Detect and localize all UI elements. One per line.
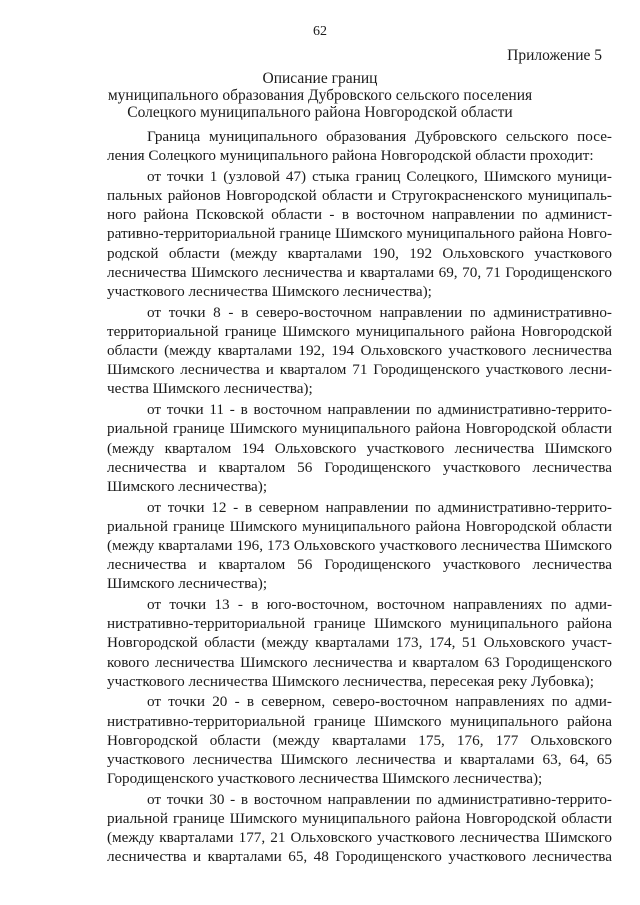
text-line: лесничества Шимского лесничества и кварталами 69, 70, 71 Городищенского [107,263,612,281]
text-line: Городищенского участкового лесничества Шимского лесничества); [107,770,543,788]
paragraph [107,595,612,691]
paragraph [107,790,612,867]
text-line: риальной границе Шимского муниципального района Новгородской области [107,420,612,438]
text-line: от точки 13 - в юго-восточном, восточном направлениях по адми- [147,596,612,613]
title-line: Описание границ [262,70,378,87]
text-line: (между кварталами 196, 173 Ольховского участкового лесничества Шимского [107,536,612,554]
text-line: пальных районов Новгородской области и Стругокрасненского муниципаль- [107,187,612,205]
text-line: нистративно-территориальной границе Шимского муниципального района [107,615,612,633]
text-line: лесничества и кварталом 56 Городищенского участкового лесничества [107,556,612,574]
text-line: Шимского лесничества); [107,575,268,593]
text-line: ления Солецкого муниципального района Новгородской области проходит: [107,147,594,165]
text-line: риальной границе Шимского муниципального района Новгородской области [107,810,612,828]
text-line: от точки 11 - в восточном направлении по административно-террито- [147,401,612,419]
page-number: 62 [313,24,327,39]
paragraph [107,303,612,399]
title-line: муниципального образования Дубровского сельского поселения [107,87,533,104]
text-line: ного района Псковской области - в восточном направлении по админист- [107,206,612,224]
paragraph [107,692,612,788]
text-line: Новгородской области (между кварталами 173, 174, 51 Ольховского участ- [107,634,612,652]
text-line: участкового лесничества Шимского лесничества и кварталами 63, 64, 65 [107,751,612,768]
paragraph [107,498,612,594]
text-line: лесничества и кварталами 65, 48 Городищенского участкового лесничества [107,848,612,866]
text-line: Новгородской области (между кварталами 175, 176, 177 Ольховского [107,731,612,749]
text-line: (между кварталами 177, 21 Ольховского участкового лесничества Шимского [107,829,612,847]
paragraph [107,400,612,496]
paragraph [107,127,612,165]
text-line: участкового лесничества Шимского лесничества, пересекая реку Лубовка); [107,672,594,690]
text-line: от точки 8 - в северо-восточном направлении по административно- [147,303,612,321]
text-line: лесничества и кварталом 56 Городищенского участкового лесничества [107,458,612,476]
text-line: области (между кварталами 192, 194 Ольховского участкового лесничества [107,342,612,360]
paragraph [107,167,612,301]
text-line: участкового лесничества Шимского лесничества); [107,283,432,300]
document-title [60,70,580,121]
appendix-label: Приложение 5 [507,47,602,64]
text-line: от точки 1 (узловой 47) стыка границ Солецкого, Шимского муници- [147,167,612,185]
document-body [107,127,612,868]
text-line: Шимского лесничества и кварталом 71 Городищенского участкового лесни- [107,361,612,379]
title-line: Солецкого муниципального района Новгородской области [127,104,513,121]
text-line: риальной границе Шимского муниципального района Новгородской области [107,517,612,535]
text-line: кового лесничества Шимского лесничества и кварталом 63 Городищенского [107,653,612,671]
text-line: (между кварталом 194 Ольховского участкового лесничества Шимского [107,439,612,457]
text-line: Граница муниципального образования Дубровского сельского посе- [147,128,612,145]
text-line: ративно-территориальной границе Шимского муниципального района Новго- [107,225,612,243]
text-line: территориальной границе Шимского муниципального района Новгородской [107,322,612,340]
text-line: от точки 12 - в северном направлении по административно-террито- [147,498,612,516]
text-line: чества Шимского лесничества); [107,380,313,398]
text-line: Шимского лесничества); [107,477,268,495]
text-line: родской области (между кварталами 190, 192 Ольховского участкового [107,244,612,262]
text-line: от точки 20 - в северном, северо-восточном направлениях по адми- [147,693,612,711]
text-line: от точки 30 - в восточном направлении по административно-террито- [147,790,612,808]
text-line: нистративно-территориальной границе Шимского муниципального района [107,712,612,730]
